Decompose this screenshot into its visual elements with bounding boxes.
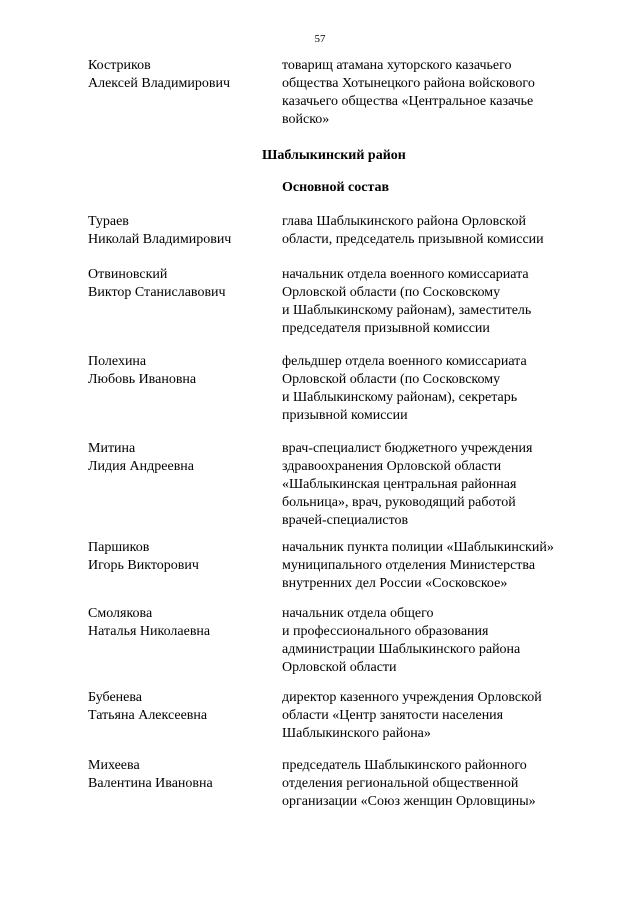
member-position	[282, 57, 602, 129]
given-names: Виктор Станиславович	[88, 285, 226, 300]
member-position	[282, 605, 602, 677]
position-line: фельдшер отдела военного комиссариата	[282, 354, 527, 369]
member-position	[282, 440, 602, 530]
position-line: Орловской области	[282, 660, 397, 675]
position-line: общества Хотынецкого района войскового	[282, 76, 535, 91]
surname: Паршиков	[88, 540, 150, 555]
given-names: Алексей Владимирович	[88, 76, 231, 91]
member-name	[88, 539, 268, 575]
position-line: председателя призывной комиссии	[282, 321, 490, 336]
member-position	[282, 353, 602, 425]
position-line: и профессионального образования	[282, 624, 489, 639]
position-line: Орловской области (по Сосковскому	[282, 285, 501, 300]
position-line: внутренних дел России «Сосковское»	[282, 576, 508, 591]
member-position	[282, 266, 602, 338]
position-line: товарищ атамана хуторского казачьего	[282, 58, 512, 73]
position-line: Шаблыкинского района»	[282, 726, 431, 741]
given-names: Наталья Николаевна	[88, 624, 211, 639]
given-names: Игорь Викторович	[88, 558, 199, 573]
position-line: председатель Шаблыкинского районного	[282, 758, 527, 773]
member-name	[88, 266, 268, 302]
surname: Полехина	[88, 354, 147, 369]
position-line: муниципального отделения Министерства	[282, 558, 536, 573]
given-names: Николай Владимирович	[88, 232, 232, 247]
surname: Отвиновский	[88, 267, 168, 282]
position-line: здравоохранения Орловской области	[282, 459, 502, 474]
position-line: начальник отдела общего	[282, 606, 434, 621]
surname: Бубенева	[88, 690, 143, 705]
member-name	[88, 757, 268, 793]
position-line: начальник пункта полиции «Шаблыкинский»	[282, 540, 554, 555]
section-title: Основной состав	[282, 180, 390, 195]
position-line: врачей-специалистов	[282, 513, 409, 528]
position-line: администрации Шаблыкинского района	[282, 642, 521, 657]
position-line: области, председатель призывной комиссии	[282, 232, 544, 247]
position-line: отделения региональной общественной	[282, 776, 519, 791]
member-position	[282, 689, 602, 743]
position-line: области «Центр занятости населения	[282, 708, 504, 723]
member-name	[88, 605, 268, 641]
member-name	[88, 440, 268, 476]
given-names: Лидия Андреевна	[88, 459, 195, 474]
position-line: больница», врач, руководящий работой	[282, 495, 516, 510]
position-line: «Шаблыкинская центральная районная	[282, 477, 517, 492]
member-name	[88, 353, 268, 389]
position-line: глава Шаблыкинского района Орловской	[282, 214, 527, 229]
surname: Михеева	[88, 758, 140, 773]
position-line: призывной комиссии	[282, 408, 408, 423]
position-line: врач-специалист бюджетного учреждения	[282, 441, 533, 456]
position-line: войско»	[282, 112, 330, 127]
surname: Митина	[88, 441, 136, 456]
position-line: организации «Союз женщин Орловщины»	[282, 794, 536, 809]
member-name	[88, 57, 268, 93]
page-number: 57	[314, 33, 326, 45]
surname: Тураев	[88, 214, 129, 229]
member-name	[88, 213, 268, 249]
district-title: Шаблыкинский район	[262, 148, 406, 163]
member-name	[88, 689, 268, 725]
member-position	[282, 539, 602, 593]
position-line: и Шаблыкинскому районам), секретарь	[282, 390, 518, 405]
given-names: Валентина Ивановна	[88, 776, 213, 791]
position-line: и Шаблыкинскому районам), заместитель	[282, 303, 532, 318]
given-names: Татьяна Алексеевна	[88, 708, 208, 723]
position-line: директор казенного учреждения Орловской	[282, 690, 542, 705]
member-position	[282, 757, 602, 811]
surname: Смолякова	[88, 606, 153, 621]
surname: Костриков	[88, 58, 151, 73]
position-line: Орловской области (по Сосковскому	[282, 372, 501, 387]
position-line: начальник отдела военного комиссариата	[282, 267, 529, 282]
given-names: Любовь Ивановна	[88, 372, 197, 387]
member-position	[282, 213, 602, 249]
position-line: казачьего общества «Центральное казачье	[282, 94, 534, 109]
